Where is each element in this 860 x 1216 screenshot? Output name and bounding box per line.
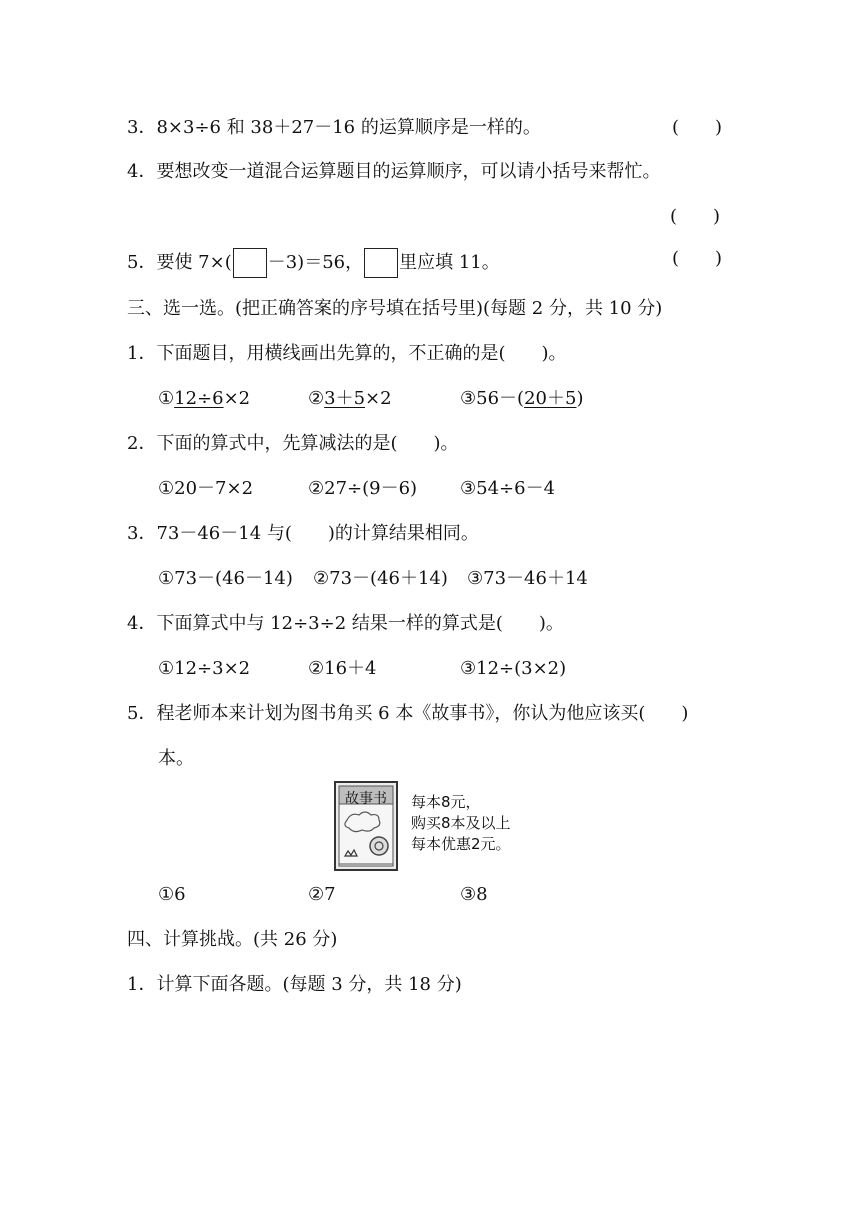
choice-q4-option-1[interactable]: ①12÷3×2: [158, 658, 251, 679]
choice-q1-text: 1．下面题目，用横线画出先算的，不正确的是( )。: [127, 343, 567, 364]
calc-q1-text: 1．计算下面各题。(每题 3 分，共 18 分): [127, 974, 462, 995]
choice-q3-option-3[interactable]: ③73－46＋14: [467, 568, 588, 589]
option-post: ): [576, 388, 584, 409]
judge-q4-text: 4．要想改变一道混合运算题目的运算顺序，可以请小括号来帮忙。: [127, 161, 661, 182]
option-pre: 56－(: [476, 388, 525, 409]
choice-q1-option-1[interactable]: [158, 388, 250, 410]
choice-q4-text: 4．下面算式中与 12÷3÷2 结果一样的算式是( )。: [127, 613, 564, 634]
choice-q5-option-3[interactable]: ③8: [460, 884, 488, 905]
answer-box[interactable]: [364, 248, 398, 278]
underlined-part: 20＋5: [524, 388, 577, 409]
underlined-part: 12÷6: [174, 388, 224, 409]
option-mark: ③: [460, 388, 477, 409]
judge-q3-answer-paren[interactable]: ( ): [672, 117, 723, 138]
option-mark: ①: [158, 388, 175, 409]
option-mark: ②: [308, 388, 325, 409]
choice-q5-text-continued: 本。: [158, 748, 194, 769]
section3-title: 三、选一选。(把正确答案的序号填在括号里)(每题 2 分，共 10 分): [127, 298, 663, 319]
choice-q2-text: 2．下面的算式中，先算减法的是( )。: [127, 433, 459, 454]
price-note-line-1: 每本8元，: [411, 793, 481, 811]
choice-q5-option-2[interactable]: ②7: [308, 884, 336, 905]
judge-q5-part-b: －3)＝56，: [267, 252, 364, 273]
choice-q2-option-2[interactable]: ②27÷(9－6): [308, 478, 418, 499]
option-rest: ×2: [365, 388, 392, 409]
price-note: [411, 792, 511, 855]
choice-q5-text: 5．程老师本来计划为图书角买 6 本《故事书》，你认为他应该买( ): [127, 703, 689, 724]
choice-q4-option-3[interactable]: ③12÷(3×2): [460, 658, 567, 679]
judge-q5-part-a: 5．要使 7×(: [127, 252, 232, 273]
storybook-price-illustration: [333, 780, 533, 872]
choice-q2-option-1[interactable]: ①20－7×2: [158, 478, 254, 499]
choice-q2-option-3[interactable]: ③54÷6－4: [460, 478, 556, 499]
answer-box[interactable]: [233, 248, 267, 278]
section4-title: 四、计算挑战。(共 26 分): [127, 929, 338, 950]
choice-q3-option-2[interactable]: ②73－(46＋14): [313, 568, 448, 589]
price-note-line-2: 购买8本及以上: [411, 814, 511, 832]
choice-q3-option-1[interactable]: ①73－(46－14): [158, 568, 293, 589]
judge-q3-text: 3．8×3÷6 和 38＋27－16 的运算顺序是一样的。: [127, 117, 541, 138]
choice-q1-option-3[interactable]: [460, 388, 583, 410]
choice-q5-option-1[interactable]: ①6: [158, 884, 186, 905]
judge-q5-part-c: 里应填 11。: [399, 252, 500, 273]
choice-q3-text: 3．73－46－14 与( )的计算结果相同。: [127, 523, 479, 544]
judge-q5-text: [127, 248, 500, 278]
judge-q5-answer-paren[interactable]: ( ): [672, 248, 723, 269]
judge-q4-answer-paren[interactable]: ( ): [670, 206, 721, 227]
choice-q4-option-2[interactable]: ②16＋4: [308, 658, 377, 679]
book-title-label: 故事书: [345, 791, 387, 807]
choice-q1-option-2[interactable]: [308, 388, 392, 410]
underlined-part: 3＋5: [324, 388, 366, 409]
option-rest: ×2: [223, 388, 251, 409]
price-note-line-3: 每本优惠2元。: [411, 835, 511, 853]
